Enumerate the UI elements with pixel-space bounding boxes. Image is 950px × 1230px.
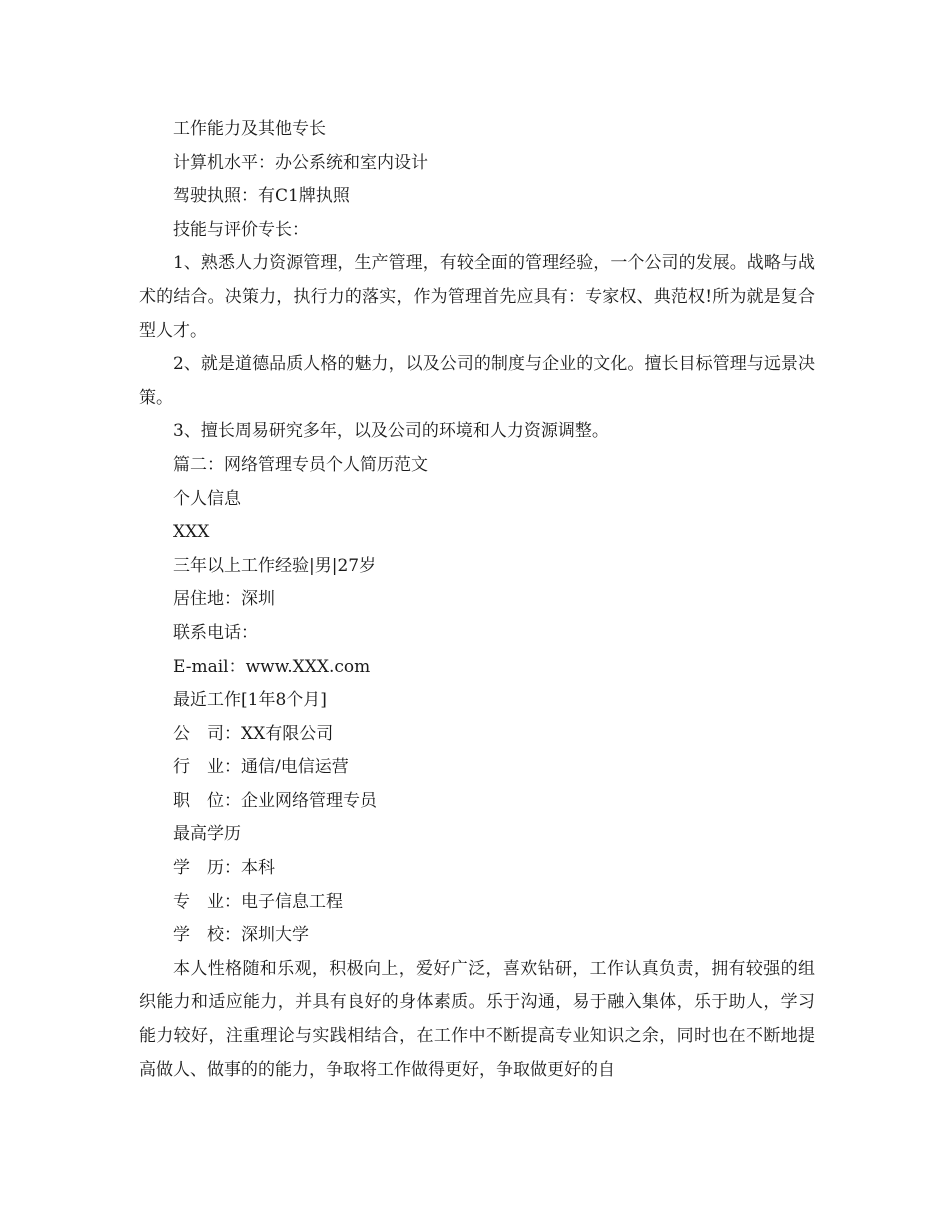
position: 职 位：企业网络管理专员 xyxy=(173,790,377,811)
candidate-summary: 三年以上工作经验|男|27岁 xyxy=(173,555,377,576)
document-page xyxy=(139,113,815,1087)
school: 学 校：深圳大学 xyxy=(173,925,309,946)
skill-1-paragraph: 1、熟悉人力资源管理，生产管理，有较全面的管理经验，一个公司的发展。战略与战术的结合。决策力，执行力的落实，作为管理首先应具有：专家权、典范权!所为就是复合型人才。 xyxy=(139,253,815,341)
skills-heading: 技能与评价专长： xyxy=(173,219,309,240)
skill-2-paragraph: 2、就是道德品质人格的魅力，以及公司的制度与企业的文化。擅长目标管理与远景决策。 xyxy=(139,354,815,408)
driver-license: 驾驶执照：有C1牌执照 xyxy=(173,186,350,207)
education-heading: 最高学历 xyxy=(173,824,241,845)
computer-level: 计算机水平：办公系统和室内设计 xyxy=(173,152,428,173)
self-assessment-paragraph: 本人性格随和乐观，积极向上，爱好广泛，喜欢钻研，工作认真负责，拥有较强的组织能力和适应能力，并具有良好的身体素质。乐于沟通，易于融入集体，乐于助人，学习能力较好，注重理论与实践相结合，在工作中不断提高专业知识之余，同时也在不断地提高做人、做事的的能力，争取将工作做得更好，争取做更好的自 xyxy=(139,958,815,1080)
major: 专 业：电子信息工程 xyxy=(173,891,343,912)
email: E-mail：www.XXX.com xyxy=(173,656,371,677)
candidate-name: XXX xyxy=(173,522,210,543)
recent-job: 最近工作[1年8个月] xyxy=(173,690,327,711)
residence: 居住地：深圳 xyxy=(173,589,275,610)
skill-3-paragraph: 3、擅长周易研究多年，以及公司的环境和人力资源调整。 xyxy=(173,421,609,442)
section-title: 工作能力及其他专长 xyxy=(173,119,326,139)
part-two-title: 篇二：网络管理专员个人简历范文 xyxy=(173,454,428,475)
personal-info-heading: 个人信息 xyxy=(173,488,241,509)
company: 公 司：XX有限公司 xyxy=(173,723,334,744)
phone: 联系电话： xyxy=(173,622,258,643)
industry: 行 业：通信/电信运营 xyxy=(173,757,349,778)
degree: 学 历：本科 xyxy=(173,858,275,879)
